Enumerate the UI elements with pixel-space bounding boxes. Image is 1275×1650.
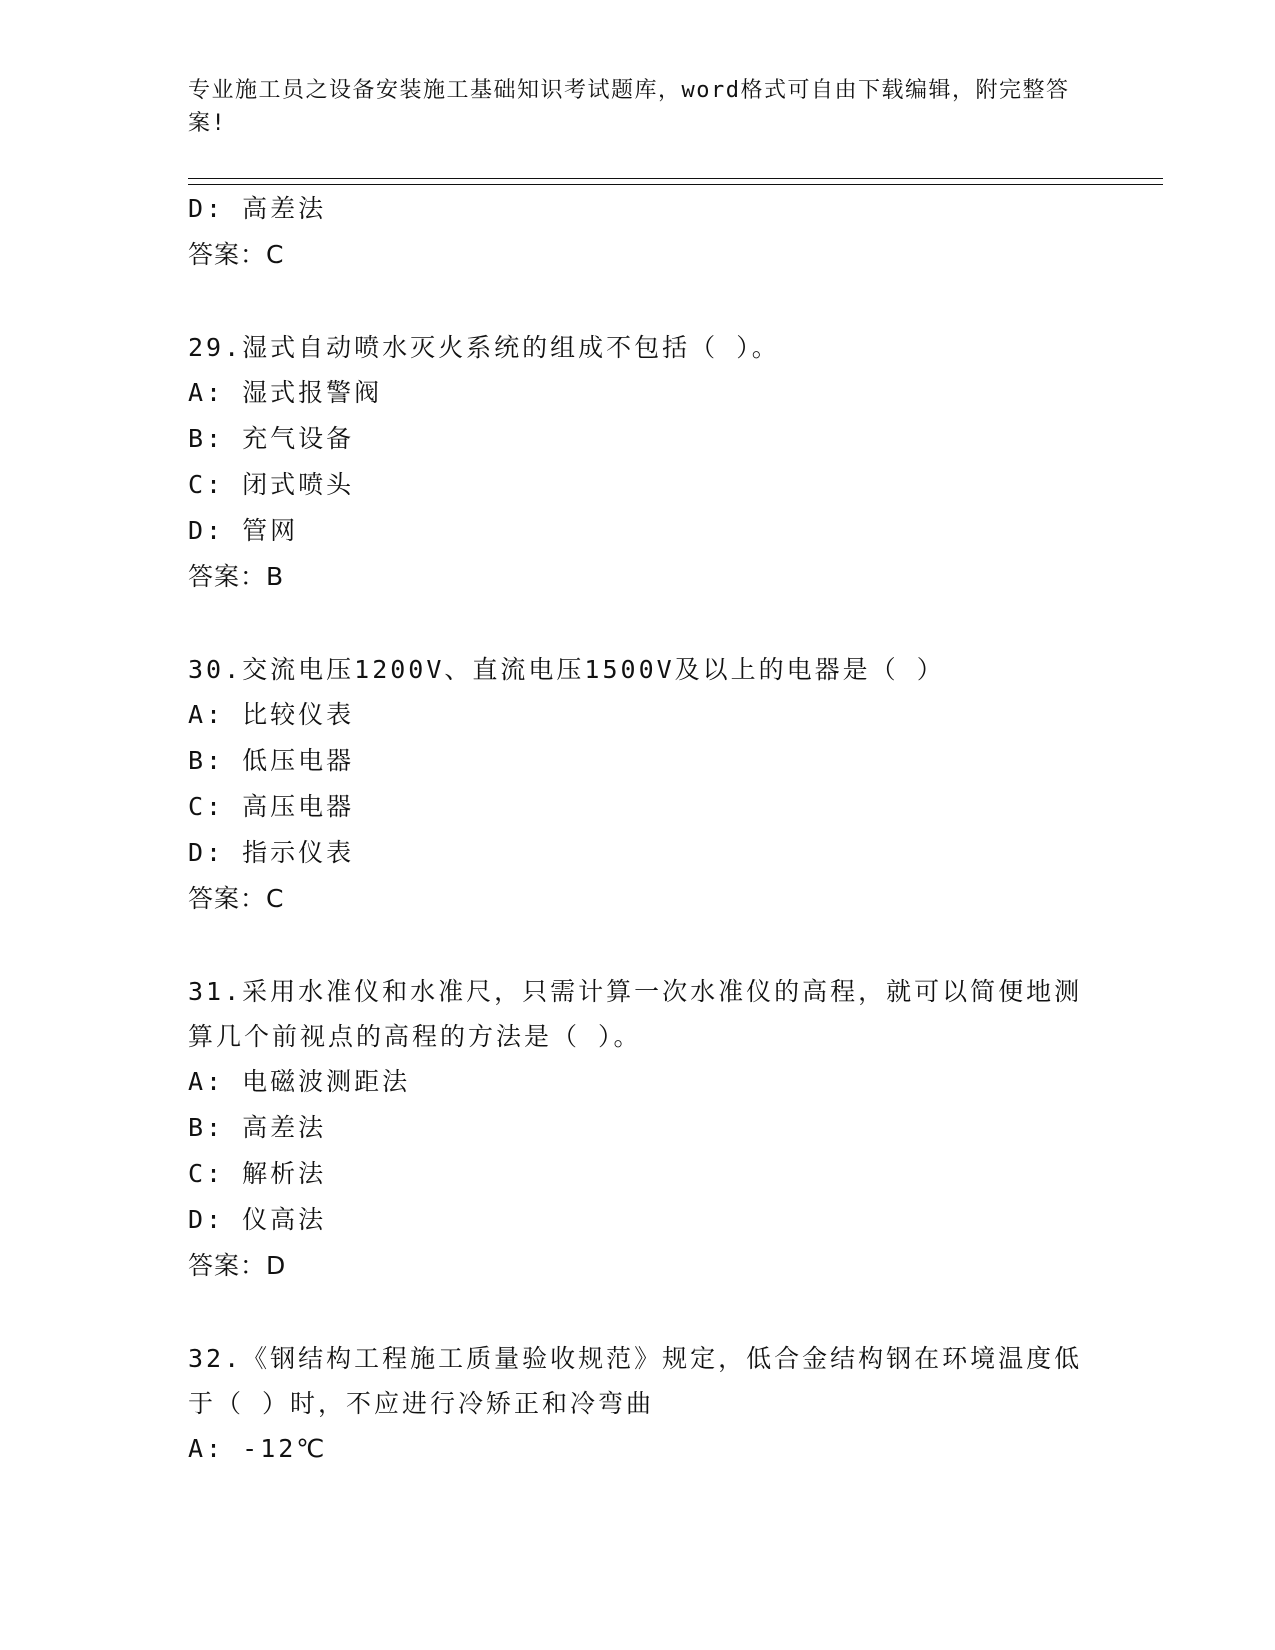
option-c: C: 闭式喷头 [188,470,355,499]
option-a: A: 电磁波测距法 [188,1067,411,1096]
spacer [188,922,1088,969]
answer: 答案：D [188,1251,287,1280]
option-b: B: 高差法 [188,1113,327,1142]
answer: 答案：C [188,884,285,913]
question-stem: 32.《钢结构工程施工质量验收规范》规定，低合金结构钢在环境温度低于（ ）时，不应进行冷矫正和冷弯曲 [188,1344,1083,1418]
question-30 [188,647,1088,922]
question-stem: 30.交流电压1200V、直流电压1500V及以上的电器是（ ） [188,655,945,684]
prev-answer: 答案：C [188,240,285,269]
question-stem: 29.湿式自动喷水灭火系统的组成不包括（ ）。 [188,333,780,362]
answer: 答案：B [188,562,285,591]
option-c: C: 高压电器 [188,792,355,821]
question-31 [188,969,1088,1289]
question-29 [188,325,1088,600]
option-a: A: 比较仪表 [188,700,355,729]
spacer [188,1289,1088,1336]
option-a: A: -12℃ [188,1434,328,1463]
question-32 [188,1336,1088,1472]
header-divider [188,178,1163,185]
option-d: D: 仪高法 [188,1205,327,1234]
option-a: A: 湿式报警阀 [188,378,383,407]
question-list [188,186,1088,1472]
option-d: D: 管网 [188,516,299,545]
option-b: B: 低压电器 [188,746,355,775]
prev-option-d: D: 高差法 [188,194,327,223]
option-d: D: 指示仪表 [188,838,355,867]
document-header: 专业施工员之设备安装施工基础知识考试题库，word格式可自由下载编辑，附完整答案! [188,78,1070,136]
question-stem: 31.采用水准仪和水准尺，只需计算一次水准仪的高程，就可以简便地测算几个前视点的高程的方法是（ ）。 [188,977,1083,1051]
spacer [188,278,1088,325]
spacer [188,600,1088,647]
option-b: B: 充气设备 [188,424,355,453]
option-c: C: 解析法 [188,1159,327,1188]
